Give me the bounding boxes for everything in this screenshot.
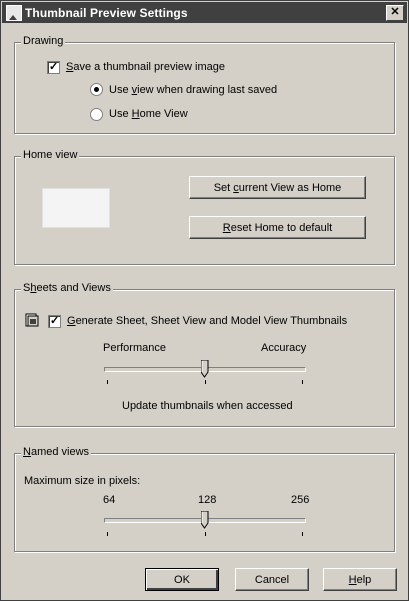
slider-tick xyxy=(302,380,303,384)
close-button[interactable]: ✕ xyxy=(386,5,404,21)
performance-accuracy-slider-thumb[interactable] xyxy=(201,360,209,378)
size-tick-label-128: 128 xyxy=(198,494,217,506)
window-title: Thumbnail Preview Settings xyxy=(25,6,188,20)
max-size-label: Maximum size in pixels: xyxy=(24,475,141,487)
set-current-view-as-home-button[interactable]: Set current View as Home xyxy=(189,176,366,199)
slider-tick xyxy=(205,380,206,384)
title-bar xyxy=(2,2,407,23)
use-home-view-radio[interactable] xyxy=(90,108,103,121)
ok-button[interactable]: OK xyxy=(145,568,219,591)
use-home-view-label[interactable]: Use Home View xyxy=(109,108,188,120)
home-view-preview xyxy=(42,188,110,228)
reset-home-to-default-button[interactable]: Reset Home to default xyxy=(189,216,366,239)
generate-thumbnails-label[interactable]: Generate Sheet, Sheet View and Model View Thumbnails xyxy=(67,315,348,327)
drawing-group-label: Drawing xyxy=(23,35,64,47)
max-size-slider-thumb[interactable] xyxy=(201,511,209,529)
save-preview-checkbox[interactable] xyxy=(47,61,60,74)
accuracy-label: Accuracy xyxy=(261,342,307,354)
sheet-thumbnail-icon xyxy=(25,313,39,327)
use-view-last-saved-radio[interactable] xyxy=(90,83,103,96)
use-view-last-saved-label[interactable]: Use view when drawing last saved xyxy=(109,84,278,96)
size-tick-label-256: 256 xyxy=(291,494,310,506)
sheets-and-views-group-label: Sheets and Views xyxy=(23,282,111,294)
generate-thumbnails-checkbox[interactable] xyxy=(48,315,61,328)
size-tick-label-64: 64 xyxy=(103,494,116,506)
performance-label: Performance xyxy=(103,342,166,354)
app-icon xyxy=(6,5,22,21)
named-views-group xyxy=(14,446,395,552)
slider-tick xyxy=(107,380,108,384)
named-views-group-label: Named views xyxy=(23,446,90,458)
home-view-group-label: Home view xyxy=(23,149,78,161)
slider-tick xyxy=(107,532,108,536)
slider-tick xyxy=(205,532,206,536)
save-preview-label[interactable]: Save a thumbnail preview image xyxy=(66,61,225,73)
help-button[interactable]: Help xyxy=(323,568,397,591)
slider-tick xyxy=(302,532,303,536)
cancel-button[interactable]: Cancel xyxy=(235,568,309,591)
update-thumbnails-status: Update thumbnails when accessed xyxy=(122,400,293,412)
home-view-group xyxy=(14,149,395,265)
sheets-and-views-group xyxy=(14,282,395,427)
drawing-group xyxy=(14,35,395,134)
